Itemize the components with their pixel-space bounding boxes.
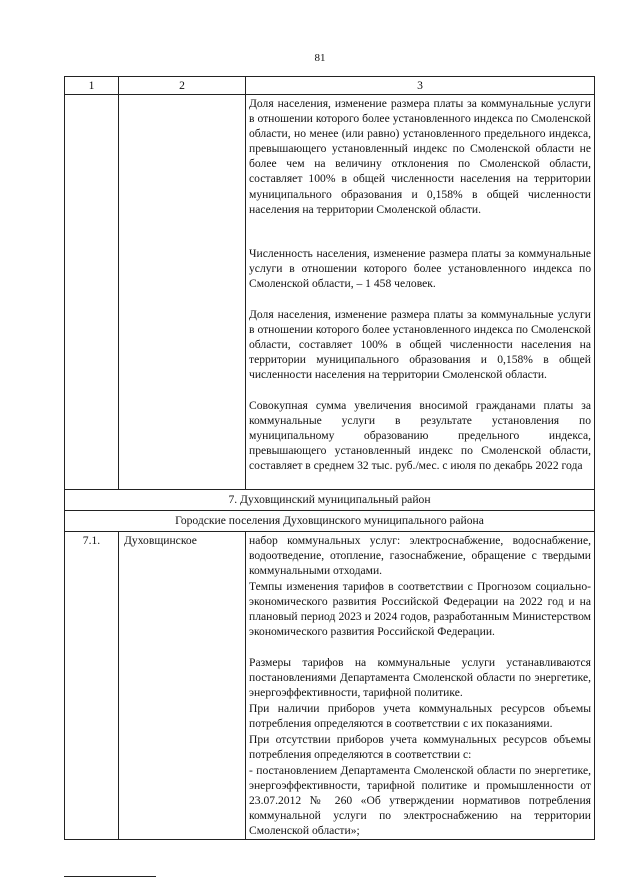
- table-row: [65, 95, 595, 490]
- paragraph: Доля населения, изменение размера платы за коммунальные услуги в отношении которого более установленного индекса по Смоленской области, составляет 100% в общей численности населения на территории муниципального образования и 0,158% в общей численности населения на территории Смоленской области.: [249, 308, 591, 382]
- paragraph: набор коммунальных услуг: электроснабжение, водоснабжение, водоотведение, отопление, газоснабжение, обращение с твердыми коммунальными отходами.: [249, 534, 591, 578]
- paragraph: Темпы изменения тарифов в соответствии с Прогнозом социально-экономического развития Российской Федерации на 2022 год и на плановый период 2023 и 2024 годов, разработанным Министерством экономического развития Российской Федерации.: [249, 580, 591, 639]
- page-number: 81: [314, 52, 326, 64]
- empty-number-cell: [65, 95, 119, 490]
- paragraph: При наличии приборов учета коммунальных ресурсов объемы потребления определяются в соответствии с их показаниями.: [249, 702, 591, 731]
- empty-name-cell: [119, 95, 246, 490]
- subsection-row: [65, 511, 595, 532]
- header-col-3: 3: [246, 77, 595, 95]
- description-cell: [246, 532, 595, 840]
- paragraph: Доля населения, изменение размера платы за коммунальные услуги в отношении которого более установленного индекса по Смоленской области, но менее (или равно) установленного предельного индекса, превышающего установленный индекс по Смоленской области не более чем на величину отклонения по Смоленской области, составляет 100% в общей численности населения на территории муниципального образования и 0,158% в общей численности населения на территории Смоленской области.: [249, 97, 591, 216]
- paragraph: - постановлением Департамента Смоленской области по энергетике, энергоэффективности, тарифной политике и промышленности от 23.07.2012 № 260 «Об утверждении нормативов потребления коммунальной услуги по электроснабжению на территории Смоленской области»;: [249, 764, 591, 838]
- paragraph: При отсутствии приборов учета коммунальных ресурсов объемы потребления определяются в соответствии с:: [249, 733, 591, 762]
- paragraph: Размеры тарифов на коммунальные услуги устанавливаются постановлениями Департамента Смоленской области по энергетике, энергоэффективности, тарифной политике.: [249, 656, 591, 700]
- description-cell: [246, 95, 595, 490]
- section-row: [65, 490, 595, 511]
- paragraph: Совокупная сумма увеличения вносимой гражданами платы за коммунальные услуги в результате установления по муниципальному образованию предельного индекса, превышающего установленный индекс по Смоленской области, составляет в среднем 32 тыс. руб./мес. с июля по декабрь 2022 года: [249, 399, 591, 473]
- header-col-1: 1: [65, 77, 119, 95]
- table-header-row: [65, 77, 595, 95]
- paragraph: Численность населения, изменение размера платы за коммунальные услуги в отношении которого более установленного индекса по Смоленской области, – 1 458 человек.: [249, 247, 591, 291]
- subsection-title: Городские поселения Духовщинского муниципального района: [65, 511, 595, 532]
- row-number: 7.1.: [65, 532, 119, 840]
- table-row: [65, 532, 595, 840]
- header-col-2: 2: [119, 77, 246, 95]
- section-title: 7. Духовщинский муниципальный район: [65, 490, 595, 511]
- document-table: [64, 76, 595, 840]
- footnote-separator: [64, 876, 156, 877]
- settlement-name: Духовщинское: [119, 532, 246, 840]
